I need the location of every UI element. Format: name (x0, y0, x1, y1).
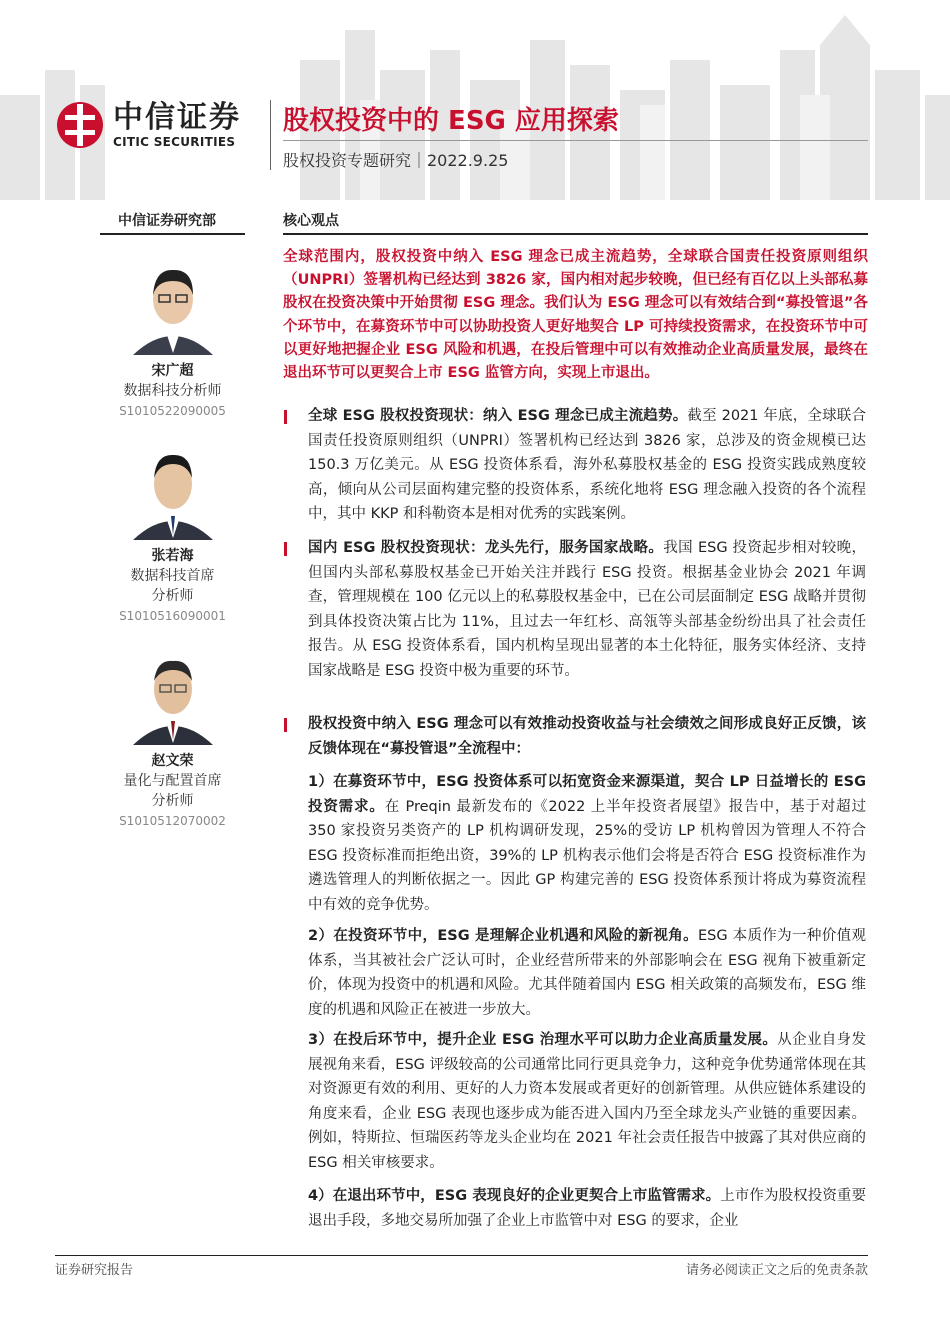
paragraph-body: 上市作为股权投资重要退出手段，多地交易所加强了企业上市监管中对 ESG 的要求，企业 (308, 1188, 866, 1229)
paragraph-lead: 国内 ESG 股权投资现状：龙头先行，服务国家战略。 (308, 540, 664, 556)
analyst-license-code: S1010522090005 (119, 404, 226, 418)
bullet-marker (284, 542, 287, 556)
paragraph-lead: 3）在投后环节中，提升企业 ESG 治理水平可以助力企业高质量发展。 (308, 1032, 778, 1048)
analyst-card (100, 255, 245, 421)
logo-english-name: CITIC SECURITIES (113, 135, 236, 149)
sidebar-label-rule (100, 233, 245, 235)
core-highlight: 全球范围内，股权投资中纳入 ESG 理念已成主流趋势，全球联合国责任投资原则组织（UNPRI）签署机构已经达到 3826 家，国内相对起步较晚，但已经有百亿以上头部私募股权在投资决策中开始贯彻 ESG 理念。我们认为 ESG 理念可以有效结合到“募投管退”各个环节中，在募资环节中可以协助投资人更好地契合 LP 可持续投资需求，在投资环节中可以更好地把握企业 ESG 风险和机遇，在投后管理中可以有效推动企业高质量发展，最终在退出环节可以更契合上市 ESG 监管方向，实现上市退出。 (283, 249, 868, 382)
analyst-photo-icon (123, 645, 223, 745)
paragraph-feedback (308, 712, 866, 761)
analyst-license-code: S1010512070002 (119, 814, 226, 828)
title-rule (283, 140, 868, 141)
paragraph-body: 我国 ESG 投资起步相对较晚，但国内头部私募股权基金已开始关注并践行 ESG 投资。根据基金业协会 2021 年调查，管理规模在 100 亿元以上的私募股权基金中，已在公司层面制定 ESG 战略并贯彻到具体投资决策占比为 11%，且过去一年红杉、高瓴等头部基金纷纷出具了社会责任报告。从 ESG 投资体系看，国内机构呈现出显著的本土化特征，服务实体经济、支持国家战略是 ESG 投资中极为重要的环节。 (308, 540, 866, 679)
report-title: 股权投资中的 ESG 应用探索 (283, 106, 619, 136)
analyst-role: 量化与配置首席 (123, 773, 222, 789)
paragraph-global-status (308, 404, 866, 527)
paragraph-lead: 全球 ESG 股权投资现状：纳入 ESG 理念已成主流趋势。 (308, 408, 688, 424)
footer-rule (55, 1255, 868, 1256)
analyst-role: 数据科技首席 (130, 568, 215, 584)
paragraph-post-investment (308, 1028, 866, 1176)
analyst-name: 赵文荣 (151, 753, 194, 769)
paragraph-domestic-status (308, 536, 866, 684)
paragraph-investment (308, 924, 866, 1022)
paragraph-body: 截至 2021 年底，全球联合国责任投资原则组织（UNPRI）签署机构已经达到 3826 家，总涉及的资金规模已达 150.3 万亿美元。从 ESG 投资体系看，海外私募股权基金的 ESG 投资实践成熟度较高，倾向从公司层面构建完整的投资体系，系统化地将 ESG 理念融入投资的各个流程中，其中 KKP 和科勒资本是相对优秀的实践案例。 (308, 408, 866, 523)
bullet-marker (284, 718, 287, 732)
sidebar-label: 中信证券研究部 (118, 213, 216, 229)
main-label-rule (283, 233, 868, 235)
analyst-photo-icon (123, 440, 223, 540)
paragraph-body: ESG 本质作为一种价值观体系，当其被社会广泛认可时，企业经营所带来的外部影响会在 ESG 视角下被重新定价，体现为投资中的机遇和风险。尤其伴随着国内 ESG 相关政策的高频发布，ESG 维度的机遇和风险正在被进一步放大。 (308, 928, 866, 1018)
analyst-role: 数据科技分析师 (123, 383, 222, 399)
report-subtitle: 股权投资专题研究｜2022.9.25 (283, 151, 509, 170)
analyst-photo-icon (123, 255, 223, 355)
analyst-name: 张若海 (151, 548, 194, 564)
analyst-card (100, 645, 245, 831)
bullet-marker (284, 410, 287, 424)
paragraph-lead: 2）在投资环节中，ESG 是理解企业机遇和风险的新视角。 (308, 928, 698, 944)
paragraph-lead: 1）在募资环节中，ESG 投资体系可以拓宽资金来源渠道，契合 LP 日益增长的 ESG 投资需求。 (308, 774, 866, 815)
paragraph-body: 从企业自身发展视角来看，ESG 评级较高的公司通常比同行更具竞争力，这种竞争优势通常体现在其对资源更有效的利用、更好的人力资本发展或者更好的创新管理。从供应链体系建设的角度来看，企业 ESG 表现也逐步成为能否进入国内乃至全球龙头产业链的重要因素。例如，特斯拉、恒瑞医药等龙头企业均在 2021 年社会责任报告中披露了其对供应商的 ESG 相关审核要求。 (308, 1032, 867, 1171)
footer-disclaimer: 请务必阅读正文之后的免责条款 (685, 1263, 868, 1278)
citic-logo-mark-icon (55, 100, 105, 150)
paragraph-fundraising (308, 770, 866, 918)
analyst-role-line2: 分析师 (151, 793, 194, 809)
main-label: 核心观点 (283, 213, 339, 229)
citic-logo (55, 100, 241, 150)
paragraph-lead: 4）在退出环节中，ESG 表现良好的企业更契合上市监管需求。 (308, 1188, 721, 1204)
paragraph-body: 在 Preqin 最新发布的《2022 上半年投资者展望》报告中，基于对超过 350 家投资另类资产的 LP 机构调研发现，25%的受访 LP 机构曾因为管理人不符合 ESG 投资标准而拒绝出资，39%的 LP 机构表示他们会将是否符合 ESG 投资标准作为遴选管理人的判断依据之一。因此 GP 构建完善的 ESG 投资体系预计将成为募资流程中有效的竞争优势。 (308, 798, 866, 913)
analyst-card (100, 440, 245, 626)
analyst-name: 宋广超 (151, 363, 194, 379)
paragraph-exit (308, 1184, 866, 1233)
paragraph-lead: 股权投资中纳入 ESG 理念可以有效推动投资收益与社会绩效之间形成良好正反馈，该反馈体现在“募投管退”全流程中： (308, 716, 866, 757)
analyst-role-line2: 分析师 (151, 588, 194, 604)
header-divider (270, 100, 271, 170)
analyst-license-code: S1010516090001 (119, 609, 226, 623)
logo-chinese-name: 中信证券 (113, 100, 241, 135)
footer-report-type: 证券研究报告 (55, 1263, 134, 1278)
